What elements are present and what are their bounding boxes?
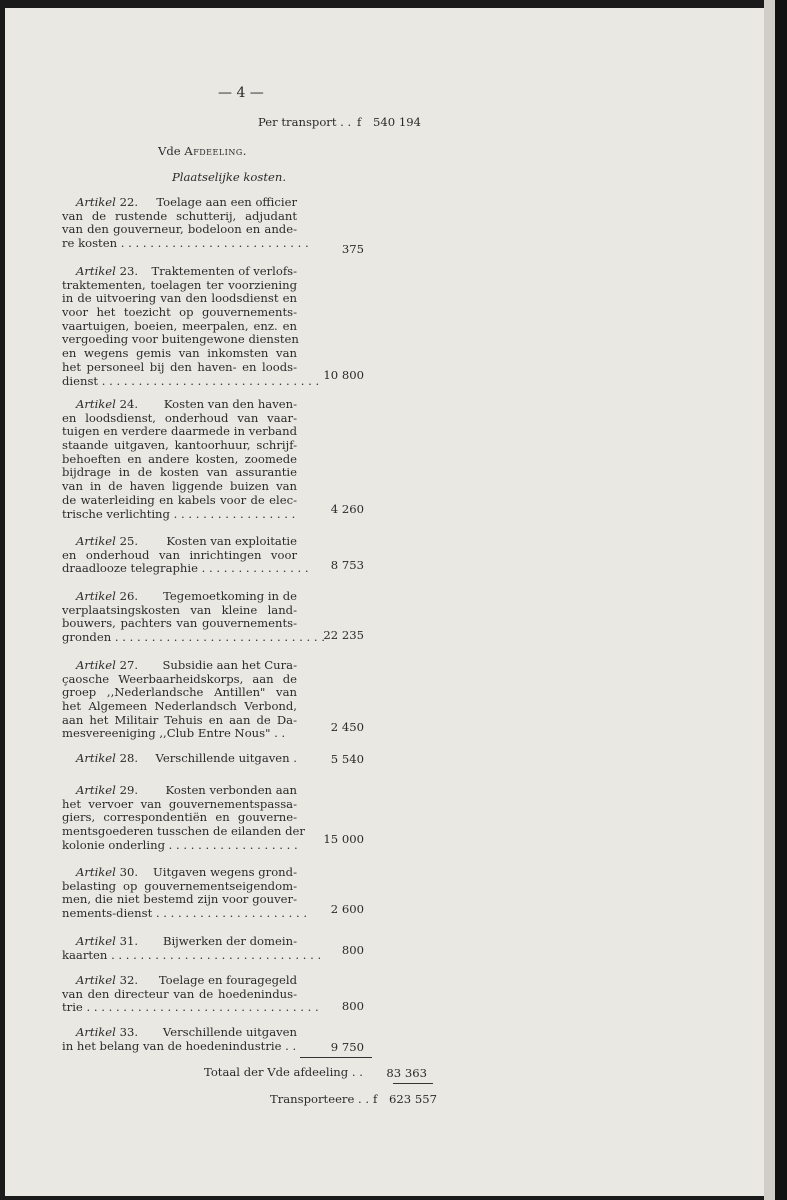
article-number: 28. bbox=[119, 751, 139, 765]
article-line: kaarten . . . . . . . . . . . . . . . . . . . . . . . . . . . . . bbox=[62, 947, 322, 962]
article-line: dienst . . . . . . . . . . . . . . . . . . . . . . . . . . . . . . bbox=[62, 373, 320, 388]
article-label: Artikel bbox=[76, 973, 116, 987]
per-transport-amount: 540 194 bbox=[373, 115, 421, 129]
article-amount: 375 bbox=[341, 242, 364, 256]
article-line: groep ,,Nederlandsche Antillen" van bbox=[62, 685, 297, 700]
article-29 bbox=[62, 783, 305, 852]
total-amount: 83 363 bbox=[386, 1066, 427, 1080]
article-amount: 5 540 bbox=[330, 752, 364, 766]
article-line: van den directeur van de hoedenindus- bbox=[62, 986, 297, 1001]
article-number: 29. bbox=[119, 783, 139, 797]
article-line: belasting op gouvernementseigendom- bbox=[62, 878, 297, 893]
article-number: 27. bbox=[119, 658, 139, 672]
article-text: Kosten van den haven- bbox=[163, 397, 297, 411]
article-line: in de uitvoering van den loodsdienst en bbox=[62, 291, 297, 306]
article-number: 30. bbox=[119, 865, 139, 879]
article-line: in het belang van de hoedenindustrie . . bbox=[62, 1038, 297, 1053]
article-24 bbox=[62, 398, 297, 521]
article-text: Kosten verbonden aan bbox=[165, 783, 297, 797]
per-transport-currency: f bbox=[357, 115, 362, 129]
article-label: Artikel bbox=[76, 934, 116, 948]
article-text: Toelage aan een officier bbox=[156, 195, 297, 209]
article-line: verplaatsingskosten van kleine land- bbox=[62, 602, 297, 617]
article-amount: 22 235 bbox=[323, 628, 364, 642]
subtotal-rule bbox=[300, 1057, 372, 1058]
transporteere-currency: f bbox=[373, 1092, 378, 1106]
article-line bbox=[62, 535, 297, 549]
article-line: en loodsdienst, onderhoud van vaar- bbox=[62, 410, 297, 425]
article-line: gronden . . . . . . . . . . . . . . . . . . . . . . . . . . . . . bbox=[62, 630, 325, 645]
article-line: het personeel bij den haven- en loods- bbox=[62, 359, 297, 374]
article-30 bbox=[62, 865, 308, 921]
article-line: van de rustende schutterij, adjudant bbox=[62, 208, 297, 223]
article-line: draadlooze telegraphie . . . . . . . . . . . . . . . bbox=[62, 561, 309, 576]
article-amount: 9 750 bbox=[330, 1040, 364, 1054]
article-line: kolonie onderling . . . . . . . . . . . . . . . . . . bbox=[62, 837, 298, 852]
total-label: Totaal der Vde afdeeling . . bbox=[204, 1065, 363, 1079]
article-line bbox=[62, 935, 297, 949]
article-line: tuigen en verdere daarmede in verband bbox=[62, 424, 297, 439]
article-label: Artikel bbox=[76, 1025, 116, 1039]
section-name: Afdeeling. bbox=[184, 144, 247, 158]
article-amount: 2 600 bbox=[330, 902, 364, 916]
article-26 bbox=[62, 589, 325, 645]
article-line: en onderhoud van inrichtingen voor bbox=[62, 547, 297, 562]
article-label: Artikel bbox=[76, 397, 116, 411]
article-line bbox=[62, 784, 297, 798]
article-line: behoeften en andere kosten, zoomede bbox=[62, 451, 297, 466]
article-amount: 2 450 bbox=[330, 720, 364, 734]
article-line: en wegens gemis van inkomsten van bbox=[62, 346, 297, 361]
article-line: van in de haven liggende buizen van bbox=[62, 479, 297, 494]
article-amount: 800 bbox=[341, 999, 364, 1013]
article-line: het Algemeen Nederlandsch Verbond, bbox=[62, 699, 297, 714]
article-number: 23. bbox=[119, 264, 139, 278]
article-line: mesvereeniging ,,Club Entre Nous" . . bbox=[62, 726, 286, 741]
article-amount: 4 260 bbox=[330, 502, 364, 516]
article-line: re kosten . . . . . . . . . . . . . . . . . . . . . . . . . . bbox=[62, 236, 309, 251]
article-text: Toelage en fouragegeld bbox=[158, 973, 297, 987]
article-text: Verschillende uitgaven bbox=[162, 1025, 297, 1039]
article-line: çaosche Weerbaarheidskorps, aan de bbox=[62, 671, 297, 686]
article-number: 22. bbox=[119, 195, 139, 209]
article-text: Subsidie aan het Cura- bbox=[162, 658, 297, 672]
article-line bbox=[62, 398, 297, 412]
page-number: — 4 — bbox=[218, 85, 264, 101]
scan-border bbox=[775, 0, 787, 1200]
article-text: Traktementen of verlofs- bbox=[151, 264, 297, 278]
article-25 bbox=[62, 534, 309, 576]
article-line: giers, correspondentiën en gouverne- bbox=[62, 810, 297, 825]
article-label: Artikel bbox=[76, 534, 116, 548]
article-line bbox=[62, 752, 297, 766]
article-line: mentsgoederen tusschen de eilanden der bbox=[62, 824, 305, 839]
article-text: Bijwerken der domein- bbox=[162, 934, 297, 948]
article-32 bbox=[62, 973, 319, 1015]
article-amount: 8 753 bbox=[330, 558, 364, 572]
article-line bbox=[62, 1026, 297, 1040]
article-line bbox=[62, 265, 297, 279]
article-line: trie . . . . . . . . . . . . . . . . . . . . . . . . . . . . . . . . bbox=[62, 1000, 319, 1015]
article-label: Artikel bbox=[76, 264, 116, 278]
article-number: 26. bbox=[119, 589, 139, 603]
article-number: 32. bbox=[119, 973, 139, 987]
article-line: men, die niet bestemd zijn voor gouver- bbox=[62, 892, 297, 907]
article-label: Artikel bbox=[76, 783, 116, 797]
article-number: 33. bbox=[119, 1025, 139, 1039]
article-line: vaartuigen, boeien, meerpalen, enz. en bbox=[62, 318, 297, 333]
article-28 bbox=[62, 752, 297, 766]
article-23 bbox=[62, 264, 320, 388]
article-33 bbox=[62, 1026, 297, 1053]
article-amount: 10 800 bbox=[323, 368, 364, 382]
article-label: Artikel bbox=[76, 658, 116, 672]
article-text: Tegemoetkoming in de bbox=[163, 589, 297, 603]
article-line: bouwers, pachters van gouvernements- bbox=[62, 616, 297, 631]
section-subtitle: Plaatselijke kosten. bbox=[172, 170, 287, 184]
article-line: trische verlichting . . . . . . . . . . . . . . . . . bbox=[62, 506, 296, 521]
article-text: Verschillende uitgaven . bbox=[155, 751, 297, 765]
article-number: 25. bbox=[119, 534, 139, 548]
article-line bbox=[62, 196, 297, 210]
article-line bbox=[62, 866, 297, 880]
article-number: 31. bbox=[119, 934, 139, 948]
article-line bbox=[62, 974, 297, 988]
article-22 bbox=[62, 195, 309, 251]
section-heading bbox=[158, 145, 247, 159]
total-rule bbox=[393, 1083, 433, 1084]
article-label: Artikel bbox=[76, 589, 116, 603]
article-31 bbox=[62, 934, 322, 962]
section-prefix: Vde bbox=[158, 144, 181, 158]
article-line bbox=[62, 590, 297, 604]
article-line: de waterleiding en kabels voor de elec- bbox=[62, 492, 297, 507]
article-label: Artikel bbox=[76, 865, 116, 879]
per-transport-label: Per transport . . bbox=[258, 115, 352, 129]
article-line: voor het toezicht op gouvernements- bbox=[62, 305, 297, 320]
article-line bbox=[62, 659, 297, 673]
article-line: nements-dienst . . . . . . . . . . . . . . . . . . . . . bbox=[62, 906, 308, 921]
article-line: vergoeding voor buitengewone diensten bbox=[62, 332, 299, 347]
article-line: bijdrage in de kosten van assurantie bbox=[62, 465, 297, 480]
article-line: staande uitgaven, kantoorhuur, schrijf- bbox=[62, 438, 297, 453]
article-27 bbox=[62, 659, 297, 741]
article-label: Artikel bbox=[76, 195, 116, 209]
article-number: 24. bbox=[119, 397, 139, 411]
article-line: het vervoer van gouvernementspassa- bbox=[62, 796, 297, 811]
transporteere-label: Transporteere . . bbox=[270, 1092, 370, 1106]
article-text: Kosten van exploitatie bbox=[166, 534, 297, 548]
article-line: van den gouverneur, bodeloon en ande- bbox=[62, 222, 297, 237]
article-line: aan het Militair Tehuis en aan de Da- bbox=[62, 712, 297, 727]
article-label: Artikel bbox=[76, 751, 116, 765]
article-text: Uitgaven wegens grond- bbox=[153, 865, 297, 879]
article-line: traktementen, toelagen ter voorziening bbox=[62, 277, 297, 292]
transporteere-amount: 623 557 bbox=[389, 1092, 437, 1106]
article-amount: 15 000 bbox=[323, 832, 364, 846]
article-amount: 800 bbox=[341, 943, 364, 957]
